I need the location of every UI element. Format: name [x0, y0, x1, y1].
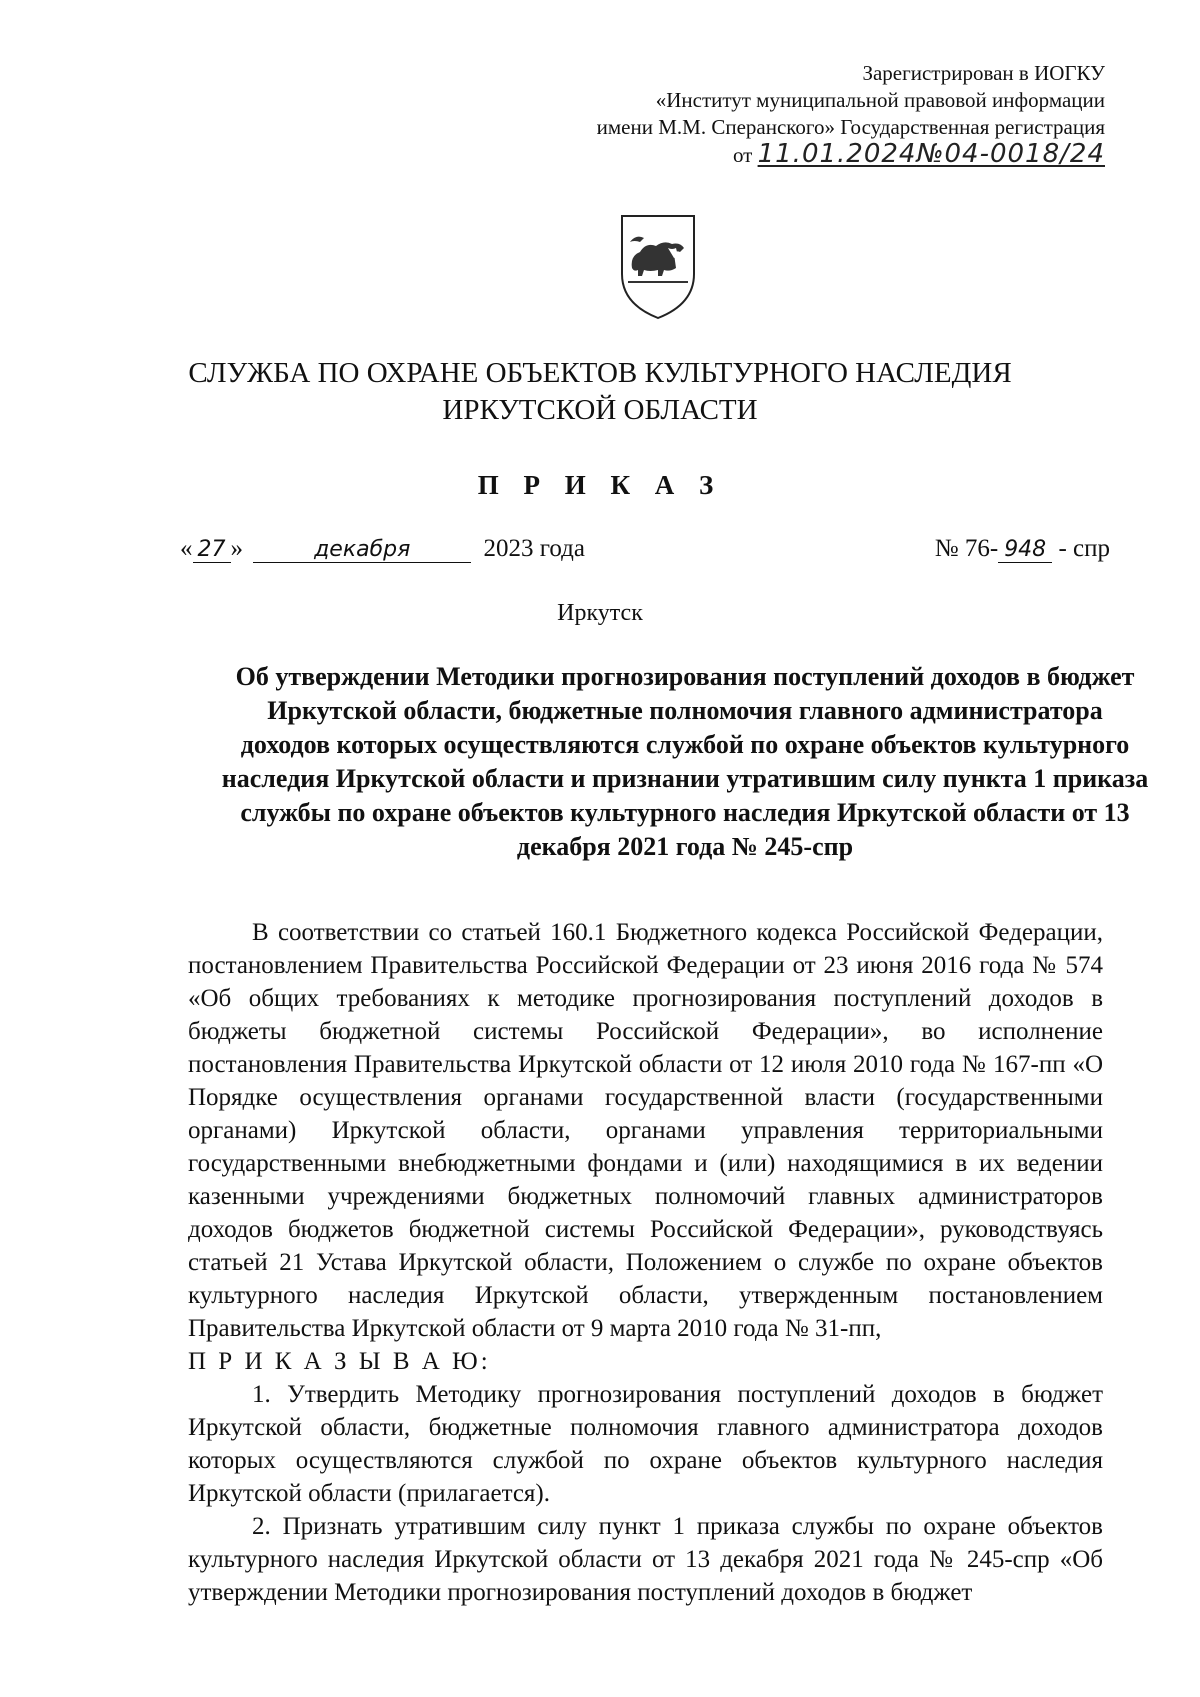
date-close-quote: » [230, 535, 243, 562]
order-number [935, 535, 1110, 563]
date-day-handwritten: 27 [193, 537, 231, 563]
date-year: 2023 года [483, 535, 585, 562]
order-number-handwritten: 948 [998, 537, 1052, 563]
coat-of-arms-icon [618, 212, 698, 322]
item-1-paragraph: 1. Утвердить Методику прогнозирования поступлений доходов в бюджет Иркутской области, бюджетные полномочия главного администратора доходов которых осуществляются службой по охране объектов культурного наследия Иркутской области (прилагается). [188, 1381, 1103, 1507]
item-2-paragraph: 2. Признать утратившим силу пункт 1 приказа службы по охране объектов культурного наследия Иркутской области от 13 декабря 2021 года № 245-спр «Об утверждении Методики прогнозирования поступлений доходов в бюджет [188, 1513, 1103, 1606]
order-body [188, 916, 1103, 1609]
order-number-prefix: № 76- [934, 535, 999, 562]
agency-name [0, 355, 1200, 429]
registration-number-handwritten: №04-0018/24 [916, 139, 1105, 169]
document-type-title: П Р И К А З [477, 470, 723, 500]
registration-line-3: имени М.М. Сперанского» Государственная регистрация [596, 115, 1105, 139]
agency-name-line-2: ИРКУТСКОЙ ОБЛАСТИ [442, 394, 758, 426]
registration-date-handwritten: 11.01.2024 [757, 139, 917, 169]
city-name: Иркутск [557, 600, 643, 626]
registration-line-4 [385, 141, 1105, 169]
registration-stamp [385, 60, 1105, 169]
registration-from-label: от [732, 143, 753, 167]
registration-line-1: Зарегистрирован в ИОГКУ [862, 61, 1105, 85]
order-subject: Об утверждении Методики прогнозирования поступлений доходов в бюджет Иркутской области, бюджетные полномочия главного администратора доходов которых осуществляются службой по охране объектов культурного наследия Иркутской области и признании утратившим силу пункта 1 приказа службы по охране объектов культурного наследия Иркутской области от 13 декабря 2021 года № 245-спр [221, 662, 1149, 861]
date-month-handwritten: декабря [253, 537, 471, 563]
date-open-quote: « [180, 535, 193, 562]
preamble-paragraph: В соответствии со статьей 160.1 Бюджетного кодекса Российской Федерации, постановлением Правительства Российской Федерации от 23 июня 2016 года № 574 «Об общих требованиях к методике прогнозирования поступлений доходов в бюджеты бюджетной системы Российской Федерации», во исполнение постановления Правительства Иркутской области от 12 июля 2010 года № 167-пп «О Порядке осуществления органами государственной власти (государственными органами) Иркутской области, органами управления территориальными государственными внебюджетными фондами и (или) находящимися в их ведении казенными учреждениями бюджетных полномочий главных администраторов доходов бюджетов бюджетной системы Российской Федерации», руководствуясь статьей 21 Устава Иркутской области, Положением о службе по охране объектов культурного наследия Иркутской области, утвержденным постановлением Правительства Иркутской области от 9 марта 2010 года № 31-пп, [188, 919, 1103, 1342]
registration-line-2: «Институт муниципальной правовой информации [655, 88, 1105, 112]
date-number-row [180, 535, 1110, 571]
agency-name-line-1: СЛУЖБА ПО ОХРАНЕ ОБЪЕКТОВ КУЛЬТУРНОГО НАСЛЕДИЯ [188, 357, 1012, 389]
order-word: П Р И К А З Ы В А Ю: [188, 1348, 491, 1375]
order-date [180, 535, 585, 563]
order-number-suffix: - спр [1058, 535, 1110, 562]
